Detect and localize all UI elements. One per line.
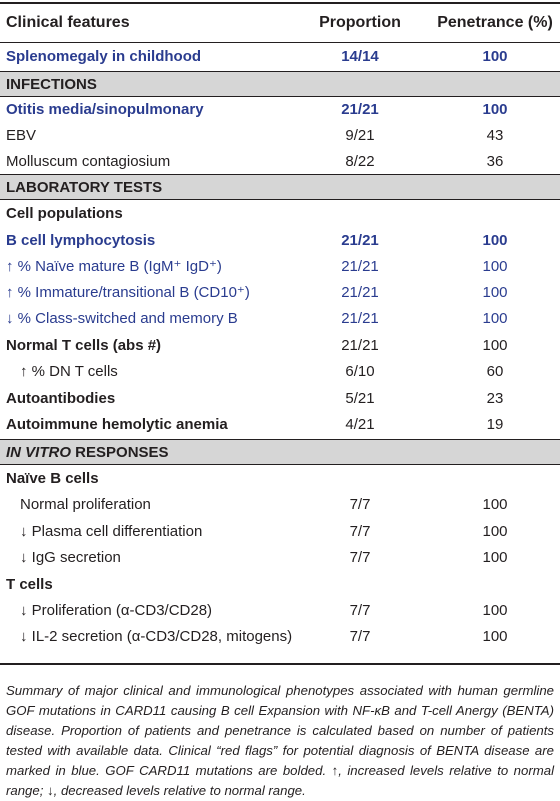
proportion-cell: 21/21 — [341, 100, 379, 118]
table-header — [0, 4, 560, 42]
feature-cell: ↑ % Immature/transitional B (CD10⁺) — [6, 284, 250, 301]
feature-cell: T cells — [6, 575, 53, 593]
feature-cell: Normal proliferation — [20, 495, 151, 513]
header-clinical-features: Clinical features — [6, 14, 130, 31]
table-caption: Summary of major clinical and immunological phenotypes associated with human germline GOF mutations in CARD11 causing B cell Expansion with NF-κB and T-cell Anergy (BENTA) disease. Proportion of patients and penetrance is calculated based on number of patients tested with available data. Clinical “red flags” for potential diagnosis of BENTA disease are marked in blue. GOF CARD11 mutations are bolded. ↑, increased levels relative to normal range; ↓, decreased levels relative to normal range. — [6, 683, 554, 798]
proportion-cell: 4/21 — [345, 415, 375, 433]
feature-cell: Otitis media/sinopulmonary — [6, 100, 204, 118]
feature-cell: Naïve B cells — [6, 469, 99, 487]
penetrance-cell: 43 — [486, 126, 504, 144]
feature-cell: Cell populations — [6, 204, 123, 222]
section-label: INFECTIONS — [6, 75, 97, 93]
table-row — [0, 122, 560, 148]
proportion-cell: 21/21 — [341, 257, 379, 275]
feature-cell: ↓ IL-2 secretion (α-CD3/CD28, mitogens) — [20, 627, 293, 645]
table-row — [0, 358, 560, 384]
table-row — [0, 491, 560, 517]
table-row — [0, 96, 560, 122]
proportion-cell: 7/7 — [349, 495, 371, 513]
table-row — [0, 597, 560, 623]
proportion-cell: 7/7 — [349, 548, 371, 566]
proportion-cell: 21/21 — [341, 336, 379, 354]
penetrance-cell: 100 — [482, 100, 508, 118]
table-row — [0, 332, 560, 358]
feature-cell: ↑ % DN T cells — [20, 362, 118, 380]
feature-cell: ↑ % Naïve mature B (IgM⁺ IgD⁺) — [6, 258, 222, 275]
penetrance-cell: 100 — [482, 47, 508, 65]
table-row — [0, 43, 560, 69]
feature-cell: ↓ IgG secretion — [20, 548, 121, 566]
table-row — [0, 465, 560, 491]
feature-cell: Normal T cells (abs #) — [6, 336, 162, 354]
proportion-cell: 8/22 — [345, 152, 375, 170]
penetrance-cell: 100 — [482, 495, 508, 513]
table-row — [0, 227, 560, 253]
penetrance-cell: 100 — [482, 283, 508, 301]
proportion-cell: 21/21 — [341, 283, 379, 301]
header-proportion: Proportion — [319, 14, 401, 31]
penetrance-cell: 23 — [486, 389, 504, 407]
penetrance-cell: 100 — [482, 522, 508, 540]
table-row — [0, 544, 560, 570]
table-row — [0, 623, 560, 649]
penetrance-cell: 19 — [486, 415, 504, 433]
proportion-cell: 14/14 — [341, 47, 379, 65]
penetrance-cell: 100 — [482, 309, 508, 327]
feature-cell: Autoimmune hemolytic anemia — [6, 415, 228, 433]
section-header — [0, 439, 560, 465]
penetrance-cell: 100 — [482, 601, 508, 619]
table-row — [0, 571, 560, 597]
feature-cell: ↓ Plasma cell differentiation — [20, 522, 203, 540]
table-row — [0, 200, 560, 226]
table-row — [0, 411, 560, 437]
proportion-cell: 21/21 — [341, 231, 379, 249]
penetrance-cell: 60 — [486, 362, 504, 380]
feature-cell: ↓ Proliferation (α-CD3/CD28) — [20, 601, 213, 619]
penetrance-cell: 100 — [482, 257, 508, 275]
table-row — [0, 385, 560, 411]
penetrance-cell: 100 — [482, 548, 508, 566]
table-row — [0, 518, 560, 544]
proportion-cell: 6/10 — [345, 362, 375, 380]
penetrance-cell: 36 — [486, 152, 504, 170]
feature-cell: Autoantibodies — [6, 389, 116, 407]
table-row — [0, 253, 560, 279]
penetrance-cell: 100 — [482, 627, 508, 645]
proportion-cell: 9/21 — [345, 126, 375, 144]
feature-cell: ↓ % Class-switched and memory B — [6, 309, 238, 327]
feature-cell: B cell lymphocytosis — [6, 231, 156, 249]
table-row — [0, 305, 560, 331]
proportion-cell: 7/7 — [349, 522, 371, 540]
section-header — [0, 174, 560, 200]
bottom-rule — [0, 663, 560, 665]
proportion-cell: 21/21 — [341, 309, 379, 327]
section-header — [0, 71, 560, 97]
proportion-cell: 7/7 — [349, 601, 371, 619]
feature-cell: EBV — [6, 126, 37, 144]
penetrance-cell: 100 — [482, 231, 508, 249]
feature-cell: Splenomegaly in childhood — [6, 47, 202, 65]
section-label: IN VITRO RESPONSES — [6, 443, 169, 461]
penetrance-cell: 100 — [482, 336, 508, 354]
section-label: LABORATORY TESTS — [6, 178, 163, 196]
proportion-cell: 5/21 — [345, 389, 375, 407]
feature-cell: Molluscum contagiosium — [6, 152, 171, 170]
header-penetrance: Penetrance (%) — [437, 14, 553, 31]
proportion-cell: 7/7 — [349, 627, 371, 645]
table-row — [0, 148, 560, 174]
table-row — [0, 279, 560, 305]
